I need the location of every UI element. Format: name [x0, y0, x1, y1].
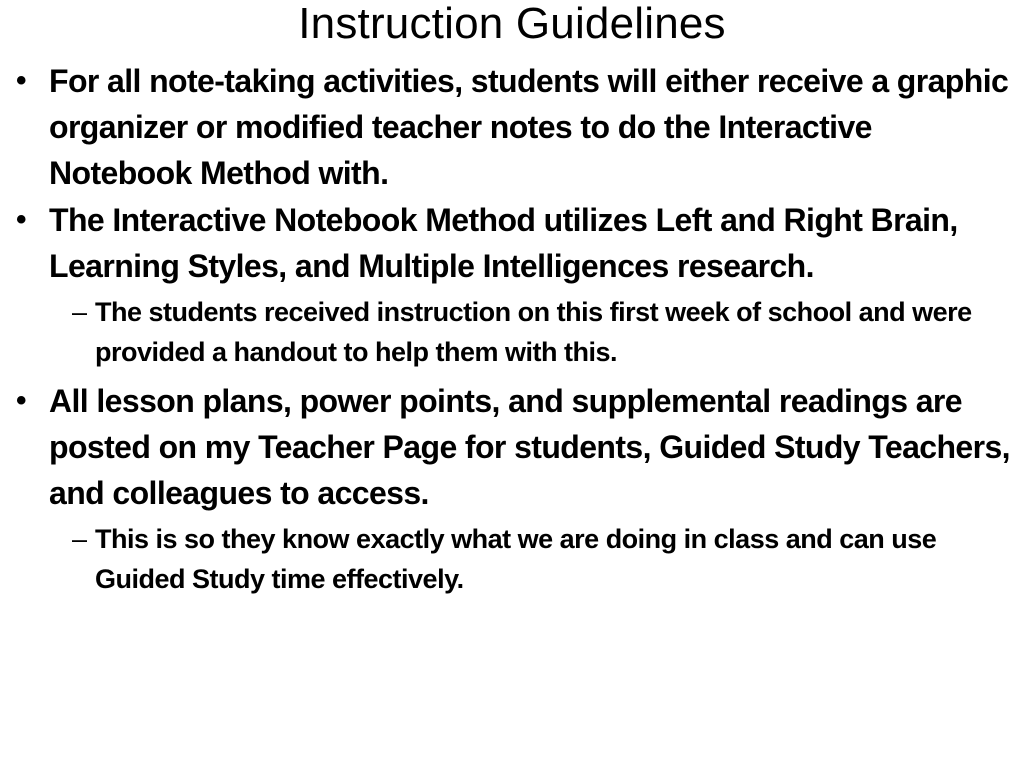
bullet-marker: • [16, 203, 26, 236]
bullet-marker: • [16, 384, 26, 417]
slide-title: Instruction Guidelines [298, 0, 726, 48]
bullet-text: The Interactive Notebook Method utilizes Left and Right Brain, Learning Styles, and Multiple Intelligences research. [49, 202, 958, 284]
bullet-text: All lesson plans, power points, and supplemental readings are posted on my Teacher Page for students, Guided Study Teachers, and colleagues to access. [49, 383, 1010, 511]
sub-bullet-marker: – [72, 524, 87, 554]
bullet-item-note-taking [16, 58, 1014, 196]
slide-content [16, 58, 1014, 605]
sub-bullet-text: The students received instruction on this first week of school and were provided a handout to help them with this. [95, 297, 972, 367]
sub-bullet-marker: – [72, 297, 87, 327]
bullet-item-lesson-plans [16, 378, 1014, 516]
sub-bullet-guided-study [16, 519, 1014, 599]
bullet-marker: • [16, 64, 26, 97]
bullet-item-interactive-notebook [16, 197, 1014, 289]
bullet-text: For all note-taking activities, students will either receive a graphic organizer or modified teacher notes to do the Interactive Notebook Method with. [49, 63, 1009, 191]
sub-bullet-text: This is so they know exactly what we are doing in class and can use Guided Study time effectively. [95, 524, 937, 594]
sub-bullet-instruction [16, 292, 1014, 372]
